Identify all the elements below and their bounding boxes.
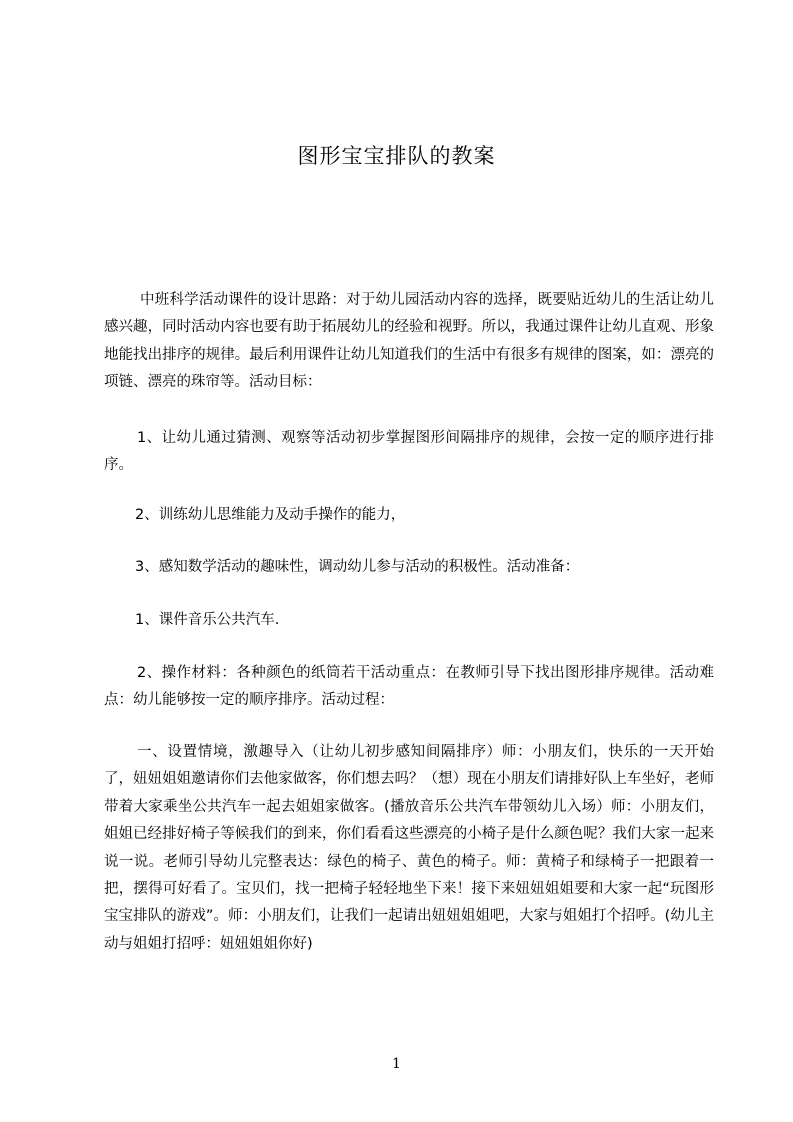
paragraph-goal-1: 1、让幼儿通过猜测、观察等活动初步掌握图形间隔排序的规律，会按一定的顺序进行排序。 (104, 430, 714, 474)
paragraph-goal-2: 2、训练幼儿思维能力及动手操作的能力， (135, 507, 406, 523)
paragraph-activity-process: 一、设置情境，激趣导入（让幼儿初步感知间隔排序）师：小朋友们，快乐的一天开始了，妞妞姐姐邀请你们去他家做客，你们想去吗？（想）现在小朋友们请排好队上车坐好，老师带着大家乘坐公共汽车一起去姐姐家做客。(播放音乐公共汽车带领幼儿入场）师：小朋友们，姐姐已经排好椅子等候我们的到来，你们看看这些漂亮的小椅子是什么颜色呢？我们大家一起来说一说。老师引导幼儿完整表达：绿色的椅子、黄色的椅子。师：黄椅子和绿椅子一把跟着一把，摆得可好看了。宝贝们，找一把椅子轻轻地坐下来！接下来妞妞姐姐要和大家一起“玩图形宝宝排队的游戏”。师：小朋友们，让我们一起请出妞妞姐姐吧，大家与姐姐打个招呼。(幼儿主动与姐姐打招呼：妞妞姐姐你好) (104, 744, 714, 952)
paragraph-preparation-1: 1、课件音乐公共汽车. (135, 612, 280, 628)
document-title: 图形宝宝排队的教案 (297, 144, 496, 168)
paragraph-design-rationale: 中班科学活动课件的设计思路：对于幼儿园活动内容的选择，既要贴近幼儿的生活让幼儿感兴趣，同时活动内容也要有助于拓展幼儿的经验和视野。所以，我通过课件让幼儿直观、形象地能找出排序的规律。最后利用课件让幼儿知道我们的生活中有很多有规律的图案，如：漂亮的项链、漂亮的珠帘等。活动目标： (104, 292, 714, 391)
page-number: 1 (392, 1056, 401, 1072)
paragraph-preparation-2: 2、操作材料：各种颜色的纸筒若干活动重点：在教师引导下找出图形排序规律。活动难点：幼儿能够按一定的顺序排序。活动过程： (104, 665, 714, 709)
paragraph-goal-3: 3、感知数学活动的趣味性，调动幼儿参与活动的积极性。活动准备： (135, 559, 580, 575)
